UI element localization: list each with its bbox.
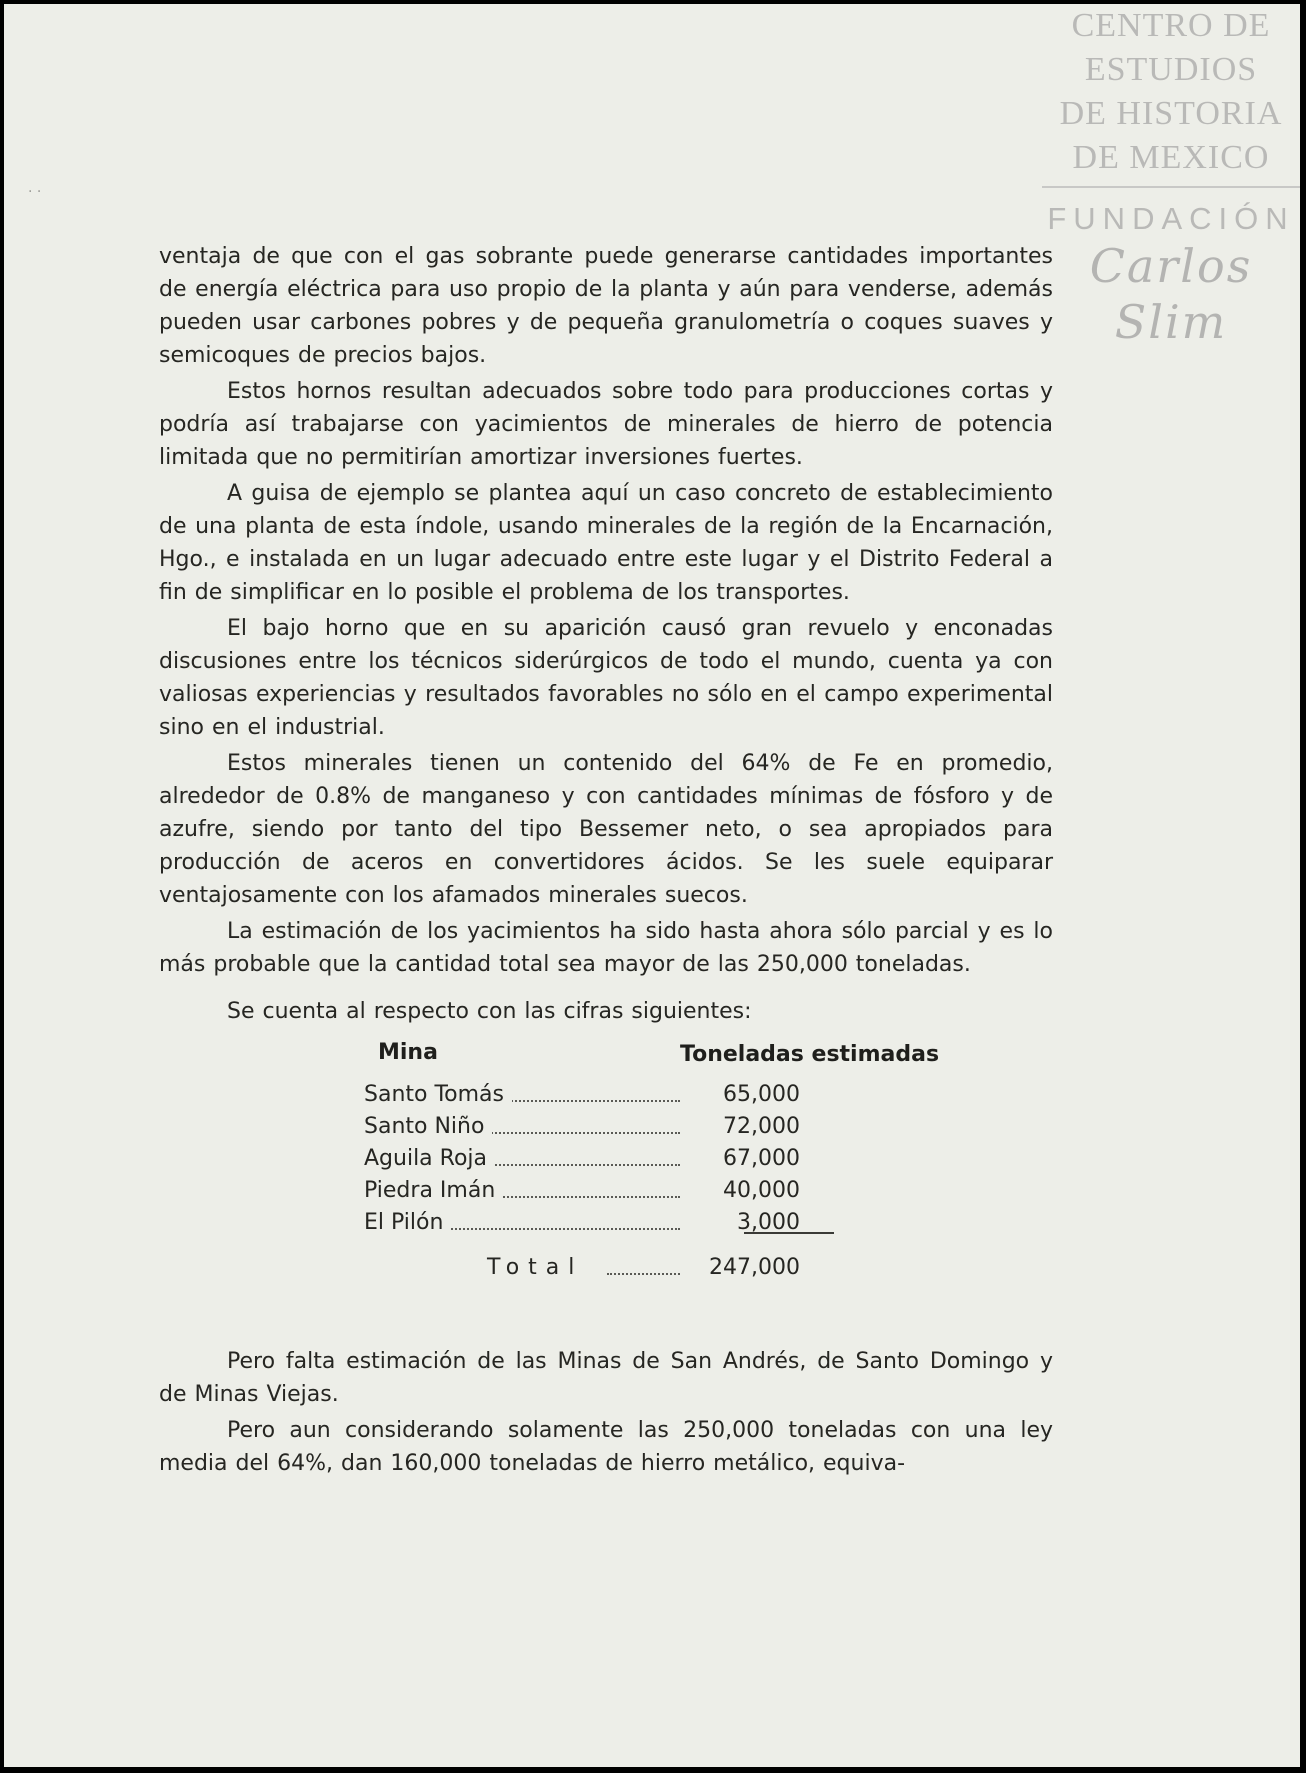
table-intro: Se cuenta al respecto con las cifras siguientes: (227, 999, 752, 1024)
table-row (364, 1206, 800, 1238)
mines-table (159, 1036, 1053, 1341)
table-row (364, 1110, 800, 1142)
total-value: 247,000 (709, 1255, 800, 1280)
mine-name: Santo Tomás (364, 1082, 512, 1107)
mine-name: El Pilón (364, 1210, 451, 1235)
watermark-line: ESTUDIOS (1084, 51, 1258, 88)
sum-rule (744, 1232, 834, 1234)
watermark-fundacion: FUNDACIÓN (1047, 201, 1295, 236)
mine-tonnage: 65,000 (723, 1082, 800, 1107)
watermark-line: CENTRO DE (1071, 7, 1271, 44)
mine-name: Piedra Imán (364, 1178, 503, 1203)
paragraph: Pero falta estimación de las Minas de San Andrés, de Santo Domingo y de Minas Viejas. (159, 1349, 1053, 1407)
dot-leader (607, 1273, 680, 1275)
document-page (4, 4, 1300, 1767)
watermark-line: DE MEXICO (1072, 139, 1270, 176)
paragraph: La estimación de los yacimientos ha sido hasta ahora sólo parcial y es lo más probable que la cantidad total sea mayor de las 250,000 toneladas. (159, 919, 1053, 977)
mine-tonnage: 67,000 (723, 1146, 800, 1171)
paragraph: A guisa de ejemplo se plantea aquí un caso concreto de establecimiento de una planta de esta índole, usando minerales de la región de la Encarnación, Hgo., e instalada en un lugar adecuado entre este lugar y el Distrito Federal a fin de simplificar en lo posible el problema de los transportes. (159, 481, 1053, 605)
paragraph: ventaja de que con el gas sobrante puede generarse cantidades importantes de energía eléctrica para uso propio de la planta y aún para venderse, además pueden usar carbones pobres y de pequeña granulometría o coques suaves y semicoques de precios bajos. (159, 244, 1053, 368)
mine-tonnage: 40,000 (723, 1178, 800, 1203)
total-row (487, 1251, 800, 1283)
mine-tonnage: 3,000 (737, 1210, 800, 1235)
archive-watermark (1042, 4, 1300, 349)
watermark-line: DE HISTORIA (1059, 95, 1283, 132)
table-header-mina: Mina (378, 1040, 438, 1065)
mine-name: Aguila Roja (364, 1146, 495, 1171)
table-row (364, 1078, 800, 1110)
watermark-institution (1042, 4, 1300, 188)
paragraph: Pero aun considerando solamente las 250,000 toneladas con una ley media del 64%, dan 160,000 toneladas de hierro metálico, equiva- (159, 1418, 1053, 1476)
table-row (364, 1174, 800, 1206)
table-row (364, 1142, 800, 1174)
margin-mark: · · (28, 184, 42, 200)
total-label: Total (487, 1255, 591, 1280)
mine-name: Santo Niño (364, 1114, 492, 1139)
paragraph: Estos minerales tienen un contenido del 64% de Fe en promedio, alrededor de 0.8% de manganeso y con cantidades mínimas de fósforo y de azufre, siendo por tanto del tipo Bessemer neto, o sea apropiados para producción de aceros en convertidores ácidos. Se les suele equiparar ventajosamente con los afamados minerales suecos. (159, 751, 1053, 908)
table-header-toneladas: Toneladas estimadas (680, 1042, 940, 1067)
paragraph: El bajo horno que en su aparición causó gran revuelo y enconadas discusiones entre los técnicos siderúrgicos de todo el mundo, cuenta ya con valiosas experiencias y resultados favorables no sólo en el campo experimental sino en el industrial. (159, 616, 1053, 740)
body-text (159, 240, 1053, 1483)
watermark-signature: Carlos Slim (1089, 239, 1253, 349)
paragraph: Estos hornos resultan adecuados sobre todo para producciones cortas y podría así trabajarse con yacimientos de minerales de hierro de potencia limitada que no permitirían amortizar inversiones fuertes. (159, 379, 1053, 470)
mine-tonnage: 72,000 (723, 1114, 800, 1139)
